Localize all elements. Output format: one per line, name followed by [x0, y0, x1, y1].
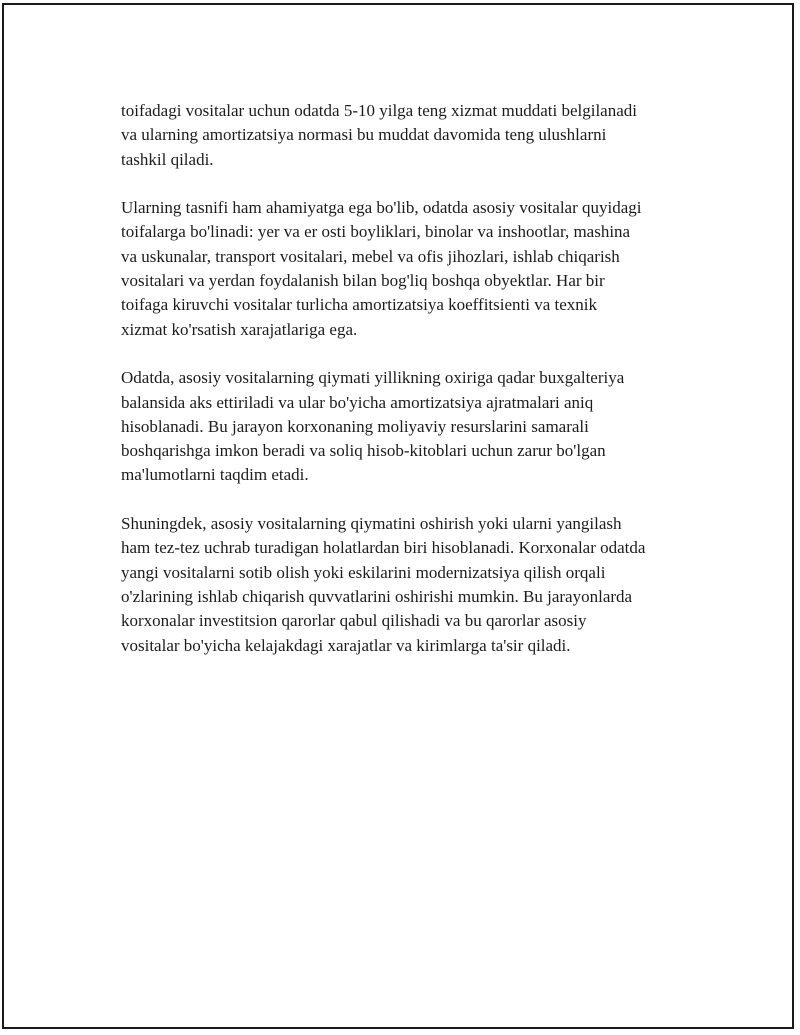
text-line: xizmat ko'rsatish xarajatlariga ega. [121, 319, 358, 339]
text-line: vositalar bo'yicha kelajakdagi xarajatlar va kirimlarga ta'sir qiladi. [121, 635, 571, 655]
page-frame [2, 3, 794, 1029]
text-line: toifaga kiruvchi vositalar turlicha amortizatsiya koeffitsienti va texnik [121, 295, 598, 315]
text-line: balansida aks ettiriladi va ular bo'yicha amortizatsiya ajratmalari aniq [121, 392, 594, 412]
text-line: o'zlarining ishlab chiqarish quvvatlarini oshirishi mumkin. Bu jarayonlarda [121, 586, 633, 606]
text-line: yangi vositalarni sotib olish yoki eskilarini modernizatsiya qilish orqali [121, 562, 606, 582]
paragraph-1 [121, 99, 711, 172]
text-line: ma'lumotlarni taqdim etadi. [121, 465, 309, 485]
text-line: boshqarishga imkon beradi va soliq hisob-kitoblari uchun zarur bo'lgan [121, 441, 606, 461]
document-body [121, 99, 711, 682]
text-line: va ularning amortizatsiya normasi bu muddat davomida teng ulushlarni [121, 125, 607, 145]
text-line: ham tez-tez uchrab turadigan holatlardan biri hisoblanadi. Korxonalar odatda [121, 538, 646, 558]
text-line: korxonalar investitsion qarorlar qabul qilishadi va bu qarorlar asosiy [121, 611, 587, 631]
text-line: vositalari va yerdan foydalanish bilan bog'liq boshqa obyektlar. Har bir [121, 271, 605, 291]
text-line: va uskunalar, transport vositalari, mebel va ofis jihozlari, ishlab chiqarish [121, 246, 620, 266]
paragraph-4 [121, 512, 711, 658]
text-line: toifalarga bo'linadi: yer va er osti boyliklari, binolar va inshootlar, mashina [121, 222, 631, 242]
paragraph-2 [121, 196, 711, 342]
text-line: hisoblanadi. Bu jarayon korxonaning moliyaviy resurslarini samarali [121, 416, 589, 436]
text-line: toifadagi vositalar uchun odatda 5-10 yilga teng xizmat muddati belgilanadi [121, 101, 637, 120]
paragraph-3 [121, 366, 711, 487]
text-line: Odatda, asosiy vositalarning qiymati yillikning oxiriga qadar buxgalteriya [121, 368, 625, 388]
text-line: Shuningdek, asosiy vositalarning qiymatini oshirish yoki ularni yangilash [121, 514, 622, 534]
text-line: Ularning tasnifi ham ahamiyatga ega bo'lib, odatda asosiy vositalar quyidagi [121, 198, 642, 218]
text-line: tashkil qiladi. [121, 149, 214, 169]
